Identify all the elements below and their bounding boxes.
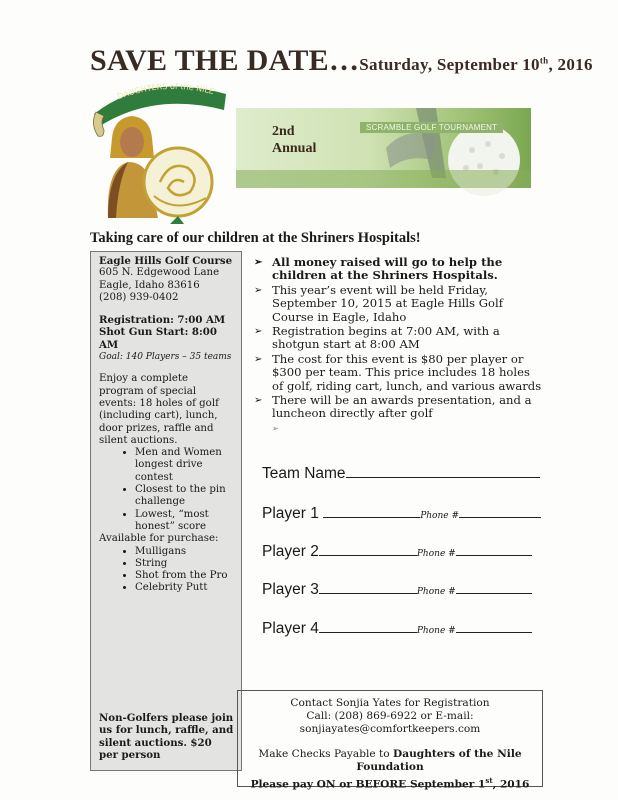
non-golfers-note: Non-Golfers please join us for lunch, raffle, and silent auctions. $20 per person bbox=[99, 712, 234, 761]
logo-face bbox=[120, 127, 144, 157]
list-item: • Lowest, “most honest” score bbox=[135, 509, 233, 534]
player-3-row bbox=[262, 580, 532, 599]
list-item: • Celebrity Putt bbox=[135, 582, 233, 594]
events-list bbox=[99, 447, 233, 533]
phone-label: Phone # bbox=[416, 587, 456, 597]
contact-heading: Contact Sonjia Yates for Registration bbox=[290, 697, 490, 709]
address-line-2: Eagle, Idaho 83616 bbox=[99, 279, 200, 291]
list-item: ➢ Registration begins at 7:00 AM, with a shotgun start at 8:00 AM bbox=[254, 325, 544, 352]
list-item: • Closest to the pin challenge bbox=[135, 484, 233, 509]
contact-phone: Call: (208) 869-6922 or E-mail: bbox=[306, 710, 474, 722]
event-details-list bbox=[254, 255, 544, 433]
list-item: ➢ This year’s event will be held Friday, September 10, 2015 at Eagle Hills Golf Course in Eagle, Idaho bbox=[254, 284, 544, 324]
daughters-of-the-nile-logo bbox=[88, 78, 228, 226]
event-date bbox=[359, 55, 592, 74]
player-2-name-field[interactable] bbox=[319, 542, 417, 556]
shotgun-start: Shot Gun Start: 8:00 AM bbox=[99, 326, 217, 351]
event-date-text: Saturday, September 10 bbox=[359, 55, 540, 74]
list-item: • Shot from the Pro bbox=[135, 570, 233, 582]
list-item: • Men and Women longest drive contest bbox=[135, 447, 233, 484]
payment-deadline bbox=[238, 774, 542, 792]
player-4-row bbox=[262, 619, 532, 638]
player-1-phone-field[interactable] bbox=[459, 504, 541, 518]
tournament-banner bbox=[236, 108, 531, 188]
team-name-label: Team Name bbox=[262, 465, 346, 482]
title-text: SAVE THE DATE… bbox=[90, 44, 360, 77]
deadline-text: Please pay ON or BEFORE September 1 bbox=[250, 778, 486, 791]
phone-label: Phone # bbox=[416, 626, 456, 636]
contact-email[interactable]: sonjiayates@comfortkeepers.com bbox=[299, 723, 481, 735]
address-line-1: 605 N. Edgewood Lane bbox=[99, 267, 220, 279]
payment-line bbox=[238, 748, 542, 774]
cutoff-line: ➢ bbox=[272, 423, 279, 433]
payment-prefix: Make Checks Payable to bbox=[258, 748, 394, 760]
player-2-row bbox=[262, 542, 532, 561]
player-4-phone-field[interactable] bbox=[456, 619, 532, 633]
event-date-year: , 2016 bbox=[548, 55, 593, 74]
deadline-suffix: st bbox=[485, 776, 493, 785]
event-date-suffix: th bbox=[539, 55, 549, 66]
list-item: • String bbox=[135, 558, 233, 570]
list-item: ➢ All money raised will go to help the children at the Shriners Hospitals. bbox=[254, 256, 544, 283]
player-3-label: Player 3 bbox=[262, 581, 319, 598]
tagline: Taking care of our children at the Shriners Hospitals! bbox=[90, 230, 421, 246]
tournament-tag: SCRAMBLE GOLF TOURNAMENT bbox=[360, 122, 503, 133]
venue-name: Eagle Hills Golf Course bbox=[99, 255, 233, 267]
purchase-list bbox=[99, 546, 233, 595]
info-sidebar bbox=[90, 251, 242, 771]
phone-label: Phone # bbox=[416, 549, 456, 559]
logo-ribbon-text: DAUGHTERS of the NILE bbox=[116, 81, 215, 102]
list-item: • Mulligans bbox=[135, 546, 233, 558]
registration-time: Registration: 7:00 AM bbox=[99, 314, 226, 327]
annual-line-1: 2nd bbox=[272, 124, 295, 139]
player-1-row bbox=[262, 504, 541, 523]
player-goal: Goal: 140 Players – 35 teams bbox=[99, 352, 232, 363]
player-3-name-field[interactable] bbox=[319, 580, 417, 594]
venue-phone: (208) 939-0402 bbox=[99, 291, 179, 303]
page-title bbox=[90, 44, 593, 78]
team-name-row bbox=[262, 464, 540, 483]
purchase-label: Available for purchase: bbox=[99, 533, 219, 545]
player-1-name-field[interactable] bbox=[323, 504, 420, 518]
team-name-field[interactable] bbox=[346, 464, 540, 478]
player-1-label: Player 1 bbox=[262, 505, 319, 522]
list-item: ➢ The cost for this event is $80 per player or $300 per team. This price includes 18 holes of golf, riding cart, lunch, and various awards bbox=[254, 353, 544, 393]
contact-box bbox=[237, 690, 543, 791]
annual-line-2: Annual bbox=[272, 141, 317, 156]
player-2-label: Player 2 bbox=[262, 543, 319, 560]
program-description: Enjoy a complete program of special events: 18 holes of golf (including cart), lunch, door prizes, raffle and silent auctions. bbox=[99, 373, 219, 446]
annual-label bbox=[272, 123, 316, 157]
player-3-phone-field[interactable] bbox=[456, 580, 532, 594]
player-2-phone-field[interactable] bbox=[456, 542, 532, 556]
deadline-year: , 2016 bbox=[492, 778, 530, 791]
player-4-name-field[interactable] bbox=[319, 619, 417, 633]
player-4-label: Player 4 bbox=[262, 620, 319, 637]
payee-name: Daughters of the Nile Foundation bbox=[356, 748, 522, 773]
phone-label: Phone # bbox=[420, 511, 459, 521]
list-item: ➢ There will be an awards presentation, and a luncheon directly after golf bbox=[254, 394, 544, 421]
